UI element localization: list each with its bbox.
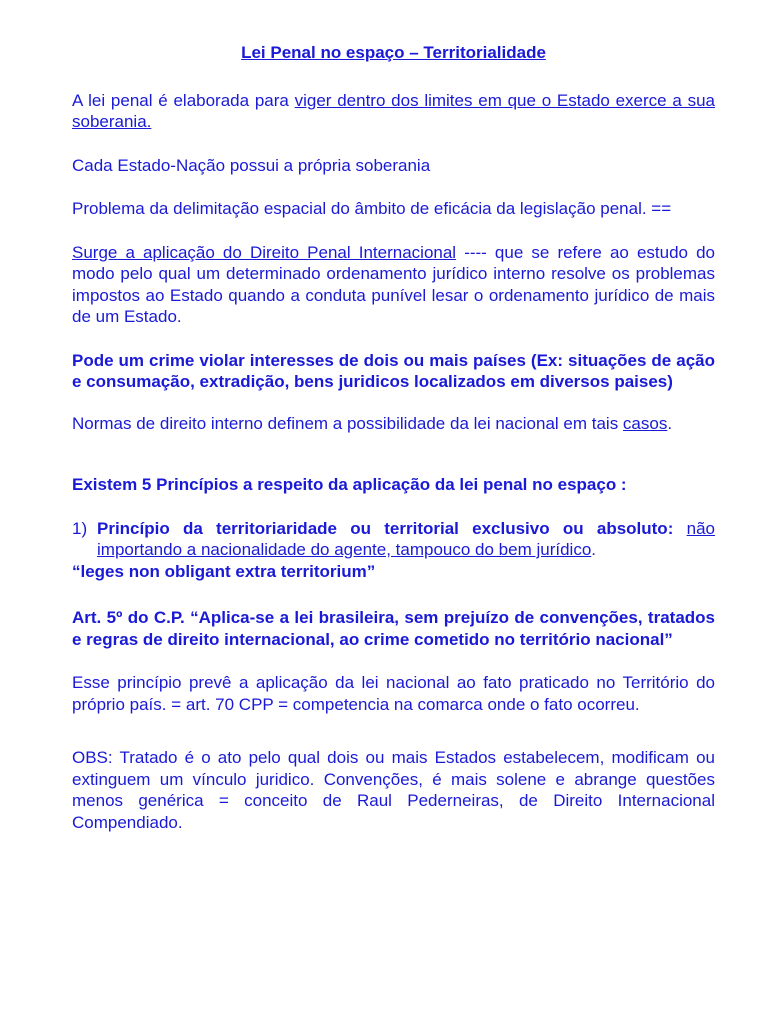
paragraph-tail: .	[667, 413, 673, 433]
item-bold-text: Princípio da territoriaridade ou territorial exclusivo ou absoluto:	[97, 518, 674, 538]
underlined-text: Surge a aplicação do Direito Penal Internacional	[72, 242, 457, 262]
paragraph-crime-interesses: Pode um crime violar interesses de dois ou mais países (Ex: situações de ação e consumação, extradição, bens juridicos localizados em diversos paises)	[72, 350, 715, 391]
underlined-text: não importando a nacionalidade do agente, tampouco do bem jurídico	[97, 518, 715, 559]
paragraph-lead: Normas de direito interno definem a possibilidade da lei nacional em tais	[72, 413, 623, 433]
paragraph-cinco-principios: Existem 5 Princípios a respeito da aplicação da lei penal no espaço :	[72, 475, 627, 494]
underlined-text: viger dentro dos limites em que o Estado exerce a sua soberania.	[72, 90, 715, 131]
paragraph-lei-penal	[72, 90, 715, 133]
paragraph-problema: Problema da delimitação espacial do âmbito de eficácia da legislação penal. ==	[72, 199, 672, 218]
paragraph-soberania: Cada Estado-Nação possui a própria soberania	[72, 155, 431, 175]
paragraph-obs: OBS: Tratado é o ato pelo qual dois ou mais Estados estabelecem, modificam ou extinguem um vínculo juridico. Convenções, é mais solene e abrange questões menos genérica = conceito de Raul Pederneiras, de Direito Internacional Compendiado.	[72, 748, 715, 832]
item-tail: .	[591, 540, 597, 559]
paragraph-rest: ---- que se refere ao estudo do modo pelo qual um determinado ordenamento jurídico interno resolve os problemas impostos ao Estado quando a conduta punível lesar o ordenamento jurídico de mais de um Estado.	[72, 242, 716, 326]
paragraph-art5: Art. 5º do C.P. “Aplica-se a lei brasileira, sem prejuízo de convenções, tratados e regras de direito internacional, ao crime cometido no território nacional”	[72, 608, 715, 649]
latin-quote: “leges non obligant extra territorium”	[72, 561, 376, 581]
paragraph-direito-penal-internacional	[72, 242, 715, 328]
paragraph-principio: Esse princípio prevê a aplicação da lei nacional ao fato praticado no Território do próprio país. = art. 70 CPP = competencia na comarca onde o fato ocorreu.	[72, 673, 715, 714]
item-text	[97, 518, 715, 561]
underlined-text: casos	[622, 413, 668, 433]
document-title: Lei Penal no espaço – Territorialidade	[241, 43, 546, 62]
item-number: 1)	[72, 518, 88, 538]
paragraph-lead: A lei penal é elaborada para	[72, 90, 295, 110]
document-page	[72, 42, 715, 833]
paragraph-normas	[72, 413, 715, 435]
principle-item-1	[72, 518, 715, 561]
